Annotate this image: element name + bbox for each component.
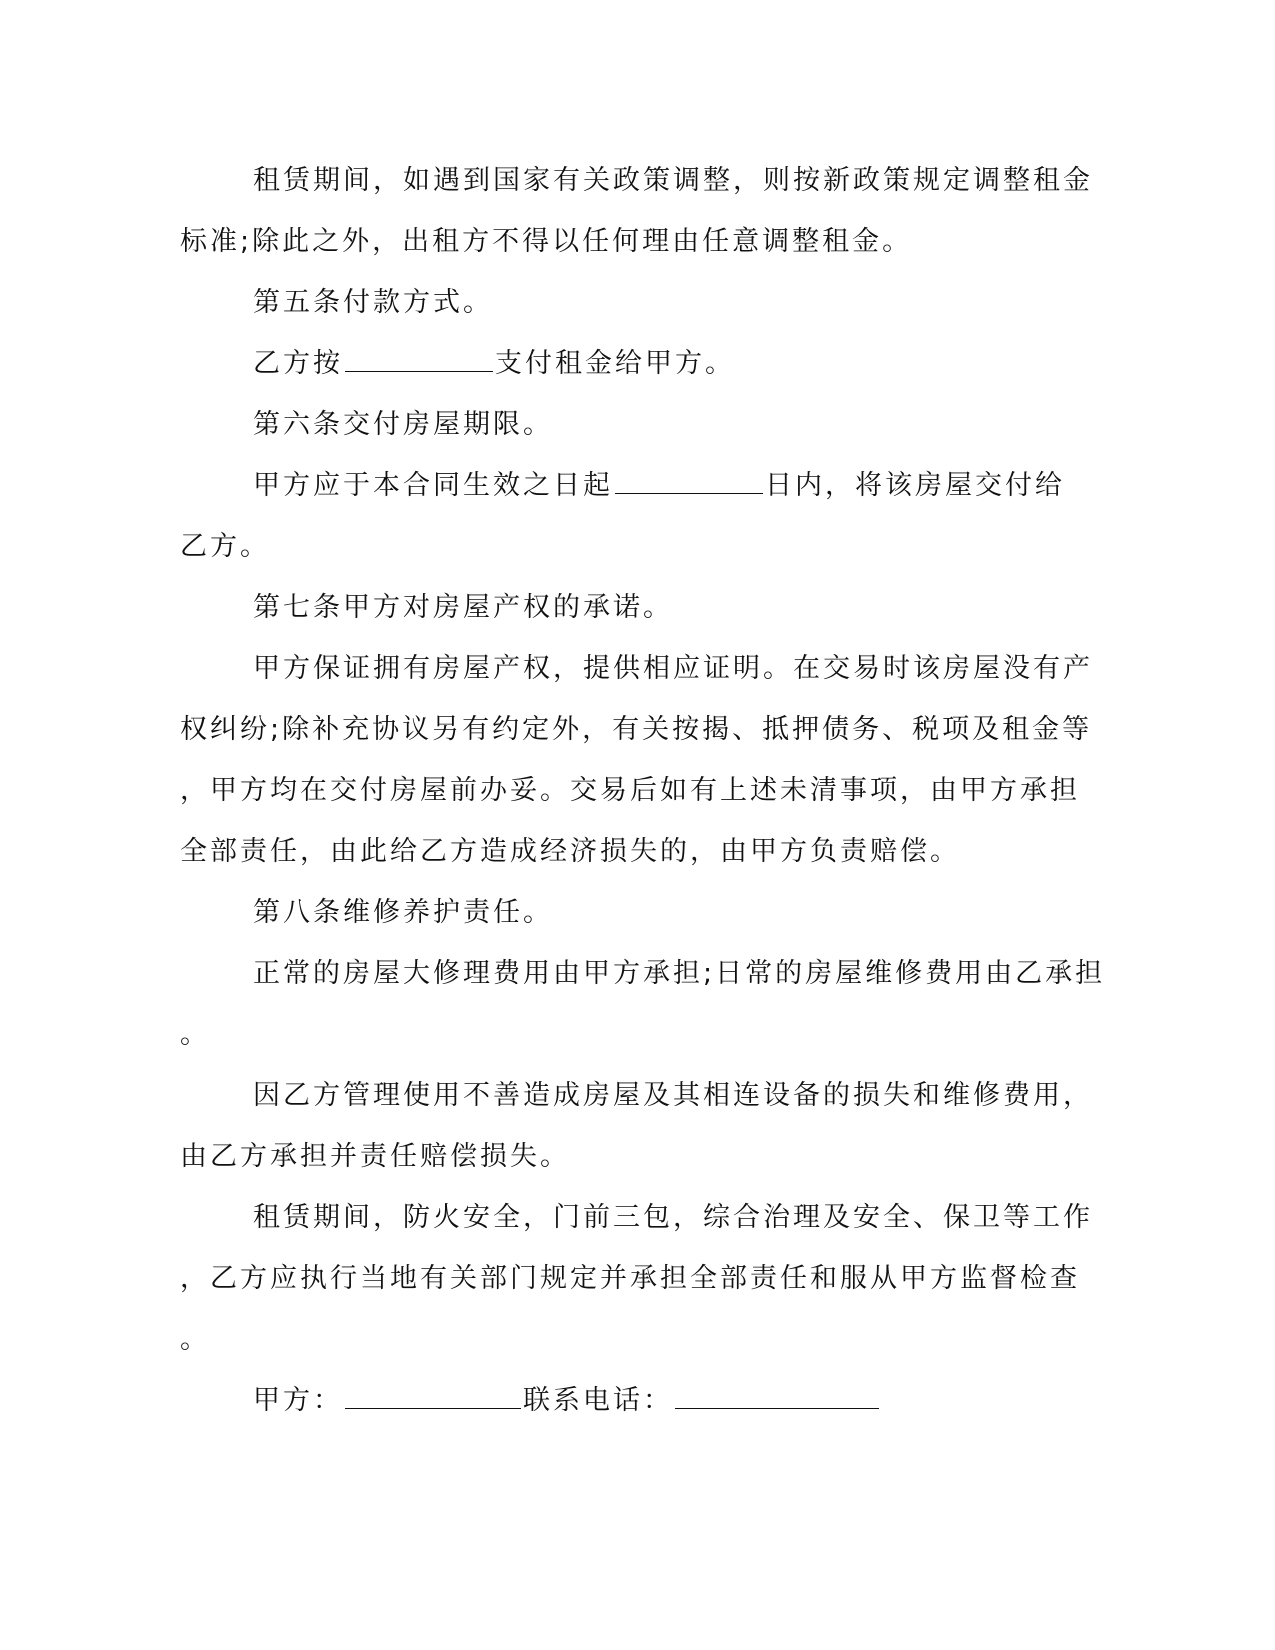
article-7-body-line-2: 权纠纷;除补充协议另有约定外，有关按揭、抵押债务、税项及租金等 xyxy=(180,714,1093,745)
article-7-title: 第七条甲方对房屋产权的承诺。 xyxy=(253,592,673,623)
article-8-p3-line-2: ，乙方应执行当地有关部门规定并承担全部责任和服从甲方监督检查 xyxy=(180,1263,1080,1294)
article-7-body-line-4: 全部责任，由此给乙方造成经济损失的，由甲方负责赔偿。 xyxy=(180,836,960,867)
party-a-label: 甲方： xyxy=(253,1385,343,1416)
payment-method-blank xyxy=(345,345,493,372)
article-5-text-after: 支付租金给甲方。 xyxy=(495,348,735,379)
article-6-body-line-2: 乙方。 xyxy=(180,531,270,562)
article-6-text-before: 甲方应于本合同生效之日起 xyxy=(253,470,613,501)
signature-line xyxy=(180,1370,1060,1431)
article-8-p2-line-1: 因乙方管理使用不善造成房屋及其相连设备的损失和维修费用， xyxy=(253,1080,1093,1111)
article-8-p2-line-2: 由乙方承担并责任赔偿损失。 xyxy=(180,1141,570,1172)
phone-blank xyxy=(675,1382,879,1409)
article-6-text-after: 日内，将该房屋交付给 xyxy=(765,470,1065,501)
article-5-text-before: 乙方按 xyxy=(253,348,343,379)
article-8-p3-line-1: 租赁期间，防火安全，门前三包，综合治理及安全、保卫等工作 xyxy=(253,1202,1093,1233)
delivery-days-blank xyxy=(615,467,763,494)
paragraph-rent-adjustment-line-1: 租赁期间，如遇到国家有关政策调整，则按新政策规定调整租金 xyxy=(253,165,1093,196)
article-6-title: 第六条交付房屋期限。 xyxy=(253,409,553,440)
article-5-body xyxy=(180,333,1060,394)
party-a-blank xyxy=(345,1382,521,1409)
article-5-title: 第五条付款方式。 xyxy=(253,287,493,318)
article-8-p1-line-2: 。 xyxy=(180,1019,210,1050)
phone-label: 联系电话： xyxy=(523,1385,673,1416)
contract-body xyxy=(180,150,1106,1431)
paragraph-rent-adjustment-line-2: 标准;除此之外，出租方不得以任何理由任意调整租金。 xyxy=(180,226,913,257)
article-6-body-line-1 xyxy=(180,455,1065,516)
article-8-p3-line-3: 。 xyxy=(180,1324,210,1355)
article-8-title: 第八条维修养护责任。 xyxy=(253,897,553,928)
article-7-body-line-1: 甲方保证拥有房屋产权，提供相应证明。在交易时该房屋没有产 xyxy=(253,653,1093,684)
article-8-p1-line-1: 正常的房屋大修理费用由甲方承担;日常的房屋维修费用由乙承担 xyxy=(253,958,1106,989)
article-7-body-line-3: ，甲方均在交付房屋前办妥。交易后如有上述未清事项，由甲方承担 xyxy=(180,775,1080,806)
